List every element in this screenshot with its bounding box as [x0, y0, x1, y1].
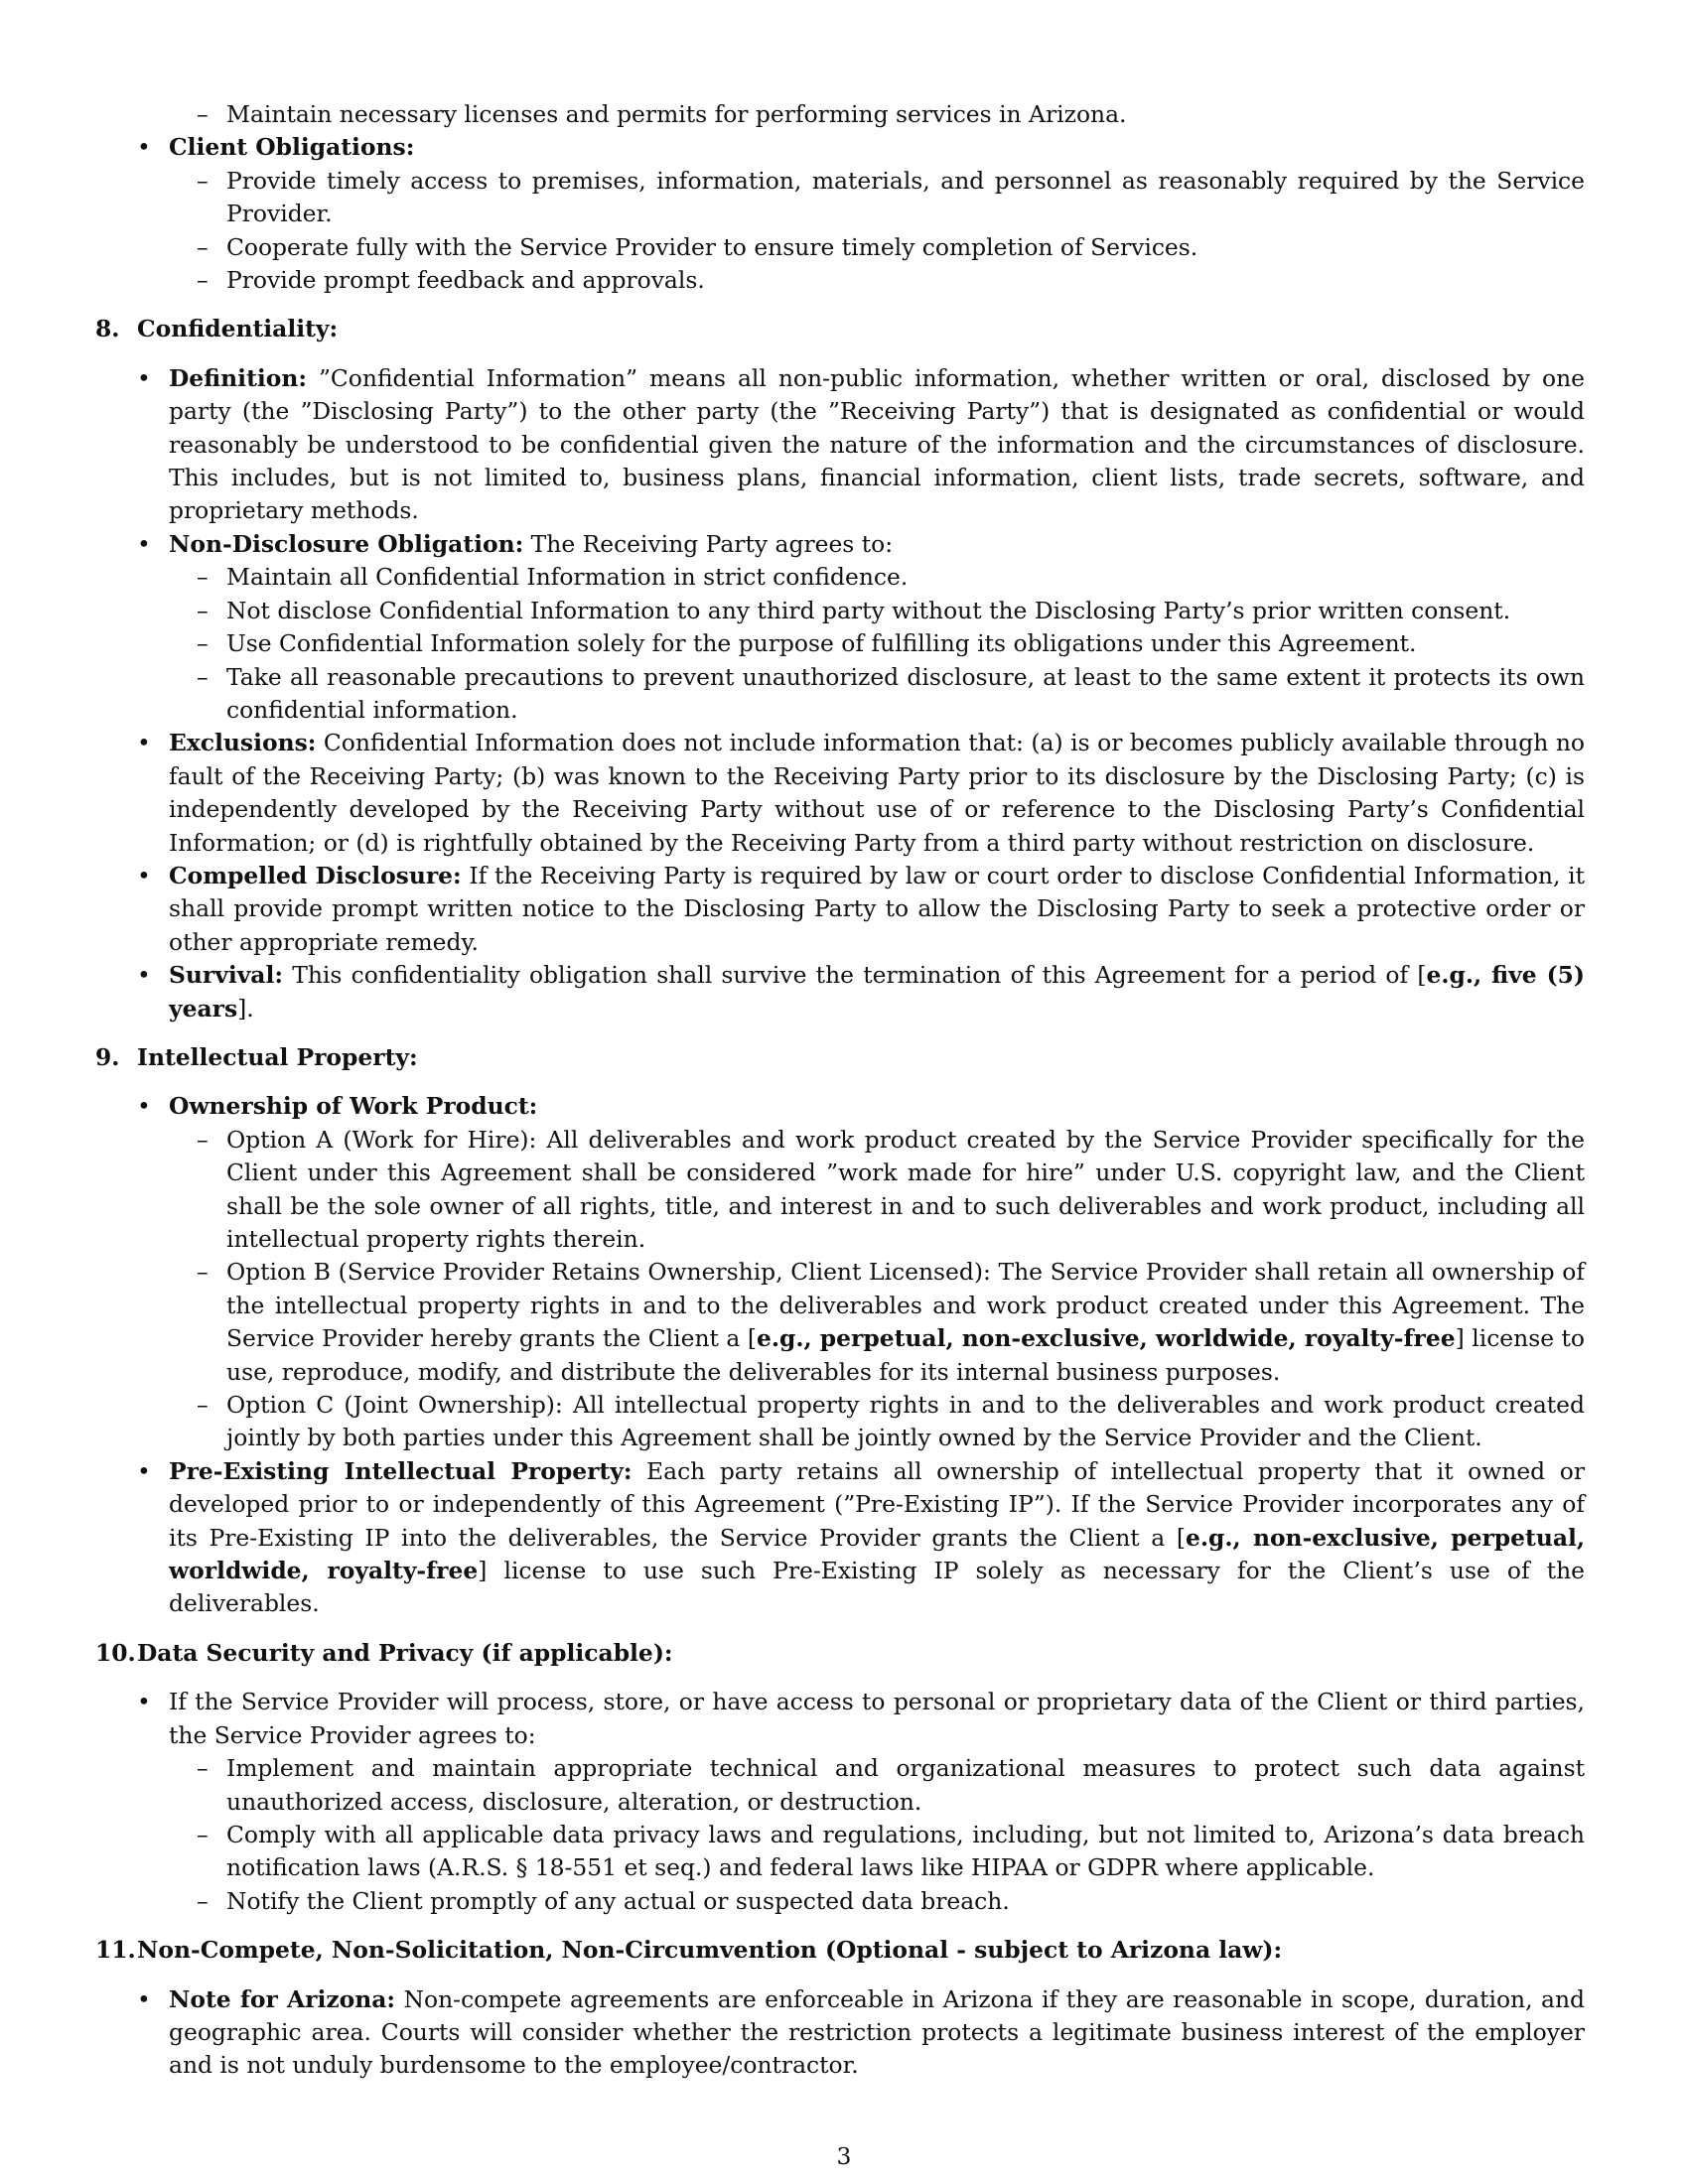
list-item: • Non-Disclosure Obligation: The Receiving Party agrees to: — [95, 528, 1585, 561]
section-heading-9: 9. Intellectual Property: — [95, 1042, 418, 1071]
list-item: • Compelled Disclosure: If the Receiving Party is required by law or court order to disclose Confidential Information, it shall provide prompt written notice to the Disclosing Party to allow the Disclosing Party to seek a protective order or other appropriate remedy. — [137, 861, 1585, 956]
document-body — [95, 98, 1585, 2083]
page-number: 3 — [836, 2142, 852, 2170]
item-label: Client Obligations: — [169, 133, 415, 162]
list-item: • Note for Arizona: Non-compete agreements are enforceable in Arizona if they are reasonable in scope, duration, and geographic area. Courts will consider whether the restriction protects a legitimate business interest of the employer and is not unduly burdensome to the employee/contractor. — [137, 1984, 1586, 2080]
list-item: – Take all reasonable precautions to prevent unauthorized disclosure, at least to the same extent it protects its own confidential information. — [197, 662, 1585, 724]
list-item: – Comply with all applicable data privacy laws and regulations, including, but not limited to, Arizona’s data breach notification laws (A.R.S. § 18-551 et seq.) and federal laws like HIPAA or GDPR where applicable. — [197, 1820, 1585, 1882]
list-item: – Cooperate fully with the Service Provider to ensure timely completion of Services. — [197, 232, 1198, 261]
section-heading-8: 8. Confidentiality: — [95, 315, 339, 343]
list-item: – Option B (Service Provider Retains Ownership, Client Licensed): The Service Provider shall retain all ownership of the intellectual property rights in and to the deliverables and work product created under this Agreement. The Service Provider hereby grants the Client a [e.g., perpetual, non-exclusive, worldwide, royalty-free] license to use, reproduce, modify, and distribute the deliverables for its internal business purposes. — [197, 1258, 1586, 1386]
bullet-icon: • — [137, 729, 151, 757]
list-item: – Not disclose Confidential Information to any third party without the Disclosing Party’s prior written consent. — [197, 596, 1511, 624]
bullet-icon: • — [137, 861, 151, 889]
list-item: – Maintain necessary licenses and permits for performing services in Arizona. — [197, 100, 1127, 128]
list-item: – Option C (Joint Ownership): All intellectual property rights in and to the deliverables and work product created jointly by both parties under this Agreement shall be jointly owned by the Service Provider and the Client. — [197, 1391, 1585, 1452]
bullet-icon: • — [137, 363, 151, 392]
list-item: • Ownership of Work Product: — [95, 1090, 1585, 1123]
list-item: • Survival: This confidentiality obligation shall survive the termination of this Agreement for a period of [e.g., five (5) years]. — [137, 961, 1586, 1023]
bullet-icon: • — [137, 1456, 151, 1485]
section-heading-10: 10. Data Security and Privacy (if applicable): — [95, 1638, 673, 1667]
list-item: – Option A (Work for Hire): All deliverables and work product created by the Service Provider specifically for the Client under this Agreement shall be considered ”work made for hire” under U.S. copyright law, and the Client shall be the sole owner of all rights, title, and interest in and to such deliverables and work product, including all intellectual property rights therein. — [197, 1125, 1585, 1253]
bullet-icon: • — [137, 529, 151, 558]
bullet-icon: • — [137, 1688, 151, 1716]
list-item: – Provide timely access to premises, information, materials, and personnel as reasonably required by the Service Provider. — [197, 166, 1585, 228]
bullet-icon: • — [137, 961, 151, 990]
list-item: • If the Service Provider will process, store, or have access to personal or proprietary data of the Client or third parties, the Service Provider agrees to: — [137, 1688, 1585, 1749]
bullet-icon: • — [137, 133, 151, 162]
bullet-icon: • — [137, 1092, 151, 1121]
list-item: • Exclusions: Confidential Information does not include information that: (a) is or becomes publicly available through no fault of the Receiving Party; (b) was known to the Receiving Party prior to its disclosure by the Disclosing Party; (c) is independently developed by the Receiving Party without use of or reference to the Disclosing Party’s Confidential Information; or (d) is rightfully obtained by the Receiving Party from a third party without restriction on disclosure. — [137, 729, 1586, 857]
section-heading-11: 11. Non-Compete, Non-Solicitation, Non-Circumvention (Optional - subject to Arizona law): — [95, 1936, 1283, 1965]
list-item: • Pre-Existing Intellectual Property: Each party retains all ownership of intellectual property that it owned or developed prior to or independently of this Agreement (”Pre-Existing IP”). If the Service Provider incorporates any of its Pre-Existing IP into the deliverables, the Service Provider grants the Client a [e.g., non-exclusive, perpetual, worldwide, royalty-free] license to use such Pre-Existing IP solely as necessary for the Client’s use of the deliverables. — [137, 1456, 1586, 1618]
list-item — [95, 131, 1585, 164]
list-item: – Maintain all Confidential Information in strict confidence. — [197, 563, 909, 592]
list-item: – Notify the Client promptly of any actual or suspected data breach. — [197, 1886, 1010, 1915]
list-item: • Definition: ”Confidential Information” means all non-public information, whether written or oral, disclosed by one party (the ”Disclosing Party”) to the other party (the ”Receiving Party”) that is designated as confidential or would reasonably be understood to be confidential given the nature of the information and the circumstances of disclosure. This includes, but is not limited to, business plans, financial information, client lists, trade secrets, software, and proprietary methods. — [137, 363, 1585, 525]
list-item: – Implement and maintain appropriate technical and organizational measures to protect such data against unauthorized access, disclosure, alteration, or destruction. — [197, 1754, 1585, 1816]
list-item: – Use Confidential Information solely for the purpose of fulfilling its obligations under this Agreement. — [197, 629, 1417, 658]
bullet-icon: • — [137, 1984, 151, 2013]
list-item: – Provide prompt feedback and approvals. — [197, 266, 705, 295]
